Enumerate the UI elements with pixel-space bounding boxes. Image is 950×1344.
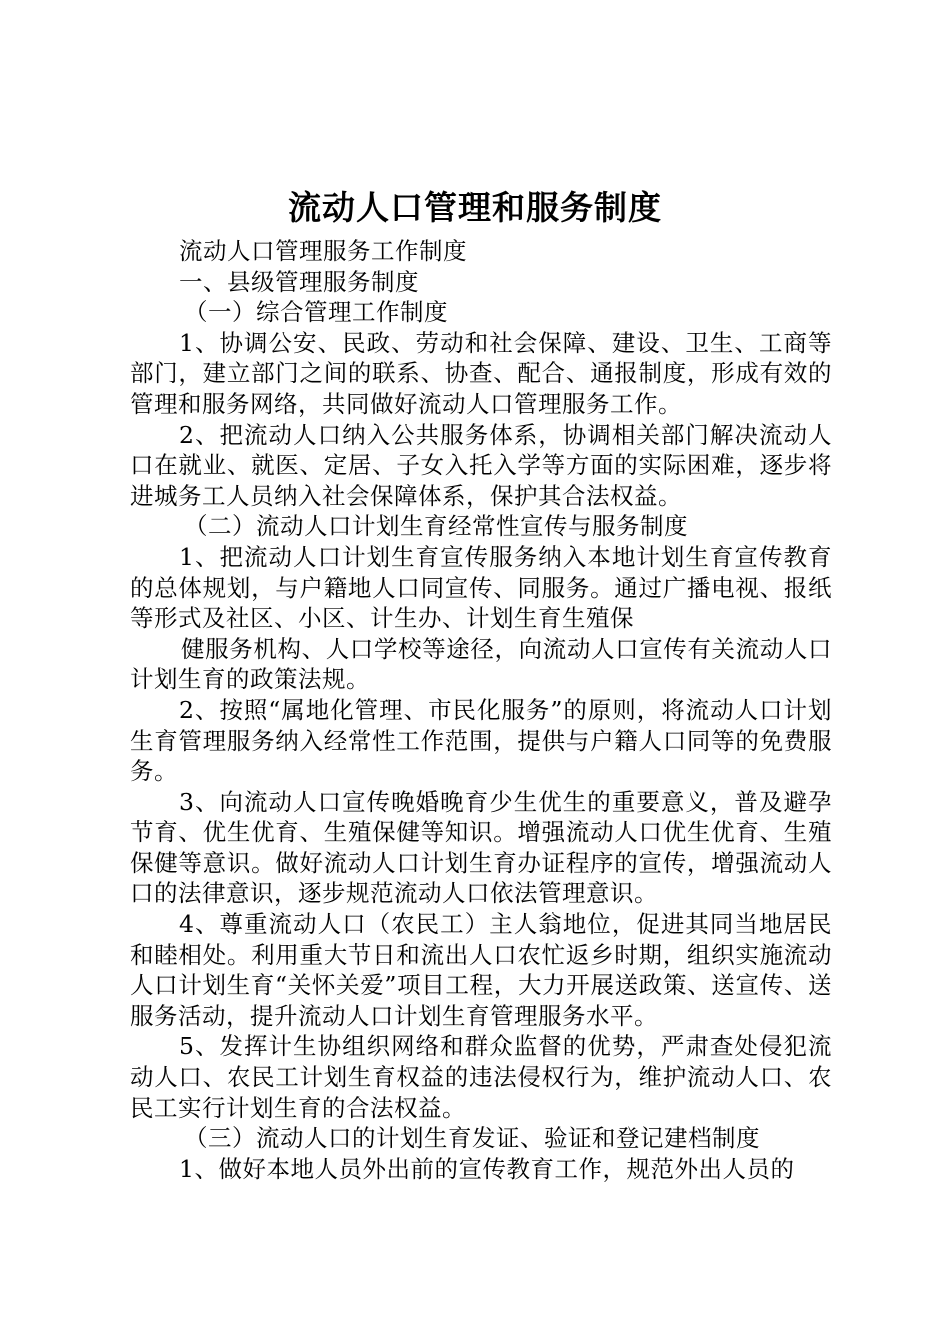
paragraph: 2、把流动人口纳入公共服务体系，协调相关部门解决流动人口在就业、就医、定居、子女入托入学等方面的实际困难，逐步将进城务工人员纳入社会保障体系，保护其合法权益。: [130, 420, 832, 510]
paragraph: 2、按照“属地化管理、市民化服务”的原则，将流动人口计划生育管理服务纳入经常性工作范围，提供与户籍人口同等的免费服务。: [130, 695, 832, 786]
subsection-heading: （一）综合管理工作制度: [184, 298, 448, 327]
section-heading: 一、县级管理服务制度: [179, 267, 419, 296]
paragraph: 1、把流动人口计划生育宣传服务纳入本地计划生育宣传教育的总体规划，与户籍地人口同宣传、同服务。通过广播电视、报纸等形式及社区、小区、计生办、计划生育生殖保: [130, 542, 832, 633]
paragraph-continuation: 健服务机构、人口学校等途径，向流动人口宣传有关流动人口计划生育的政策法规。: [130, 634, 832, 694]
paragraph: 4、尊重流动人口（农民工）主人翁地位，促进其同当地居民和睦相处。利用重大节日和流出人口农忙返乡时期，组织实施流动人口计划生育“关怀关爱”项目工程，大力开展送政策、送宣传、送服务活动，提升流动人口计划生育管理服务水平。: [130, 910, 832, 1030]
paragraph: 5、发挥计生协组织网络和群众监督的优势，严肃查处侵犯流动人口、农民工计划生育权益的违法侵权行为，维护流动人口、农民工实行计划生育的合法权益。: [130, 1032, 832, 1122]
document-title: 流动人口管理和服务制度: [288, 188, 662, 227]
paragraph: 3、向流动人口宣传晚婚晚育少生优生的重要意义，普及避孕节育、优生优育、生殖保健等知识。增强流动人口优生优育、生殖保健等意识。做好流动人口计划生育办证程序的宣传，增强流动人口的法律意识，逐步规范流动人口依法管理意识。: [130, 787, 832, 908]
paragraph: 1、做好本地人员外出前的宣传教育工作，规范外出人员的: [179, 1154, 795, 1183]
document-body: [130, 236, 832, 1184]
subsection-heading: （三）流动人口的计划生育发证、验证和登记建档制度: [184, 1124, 760, 1153]
subsection-heading: （二）流动人口计划生育经常性宣传与服务制度: [184, 512, 688, 541]
paragraph: 1、协调公安、民政、劳动和社会保障、建设、卫生、工商等部门，建立部门之间的联系、协查、配合、通报制度，形成有效的管理和服务网络，共同做好流动人口管理服务工作。: [130, 328, 832, 418]
section-heading: 流动人口管理服务工作制度: [179, 237, 467, 265]
